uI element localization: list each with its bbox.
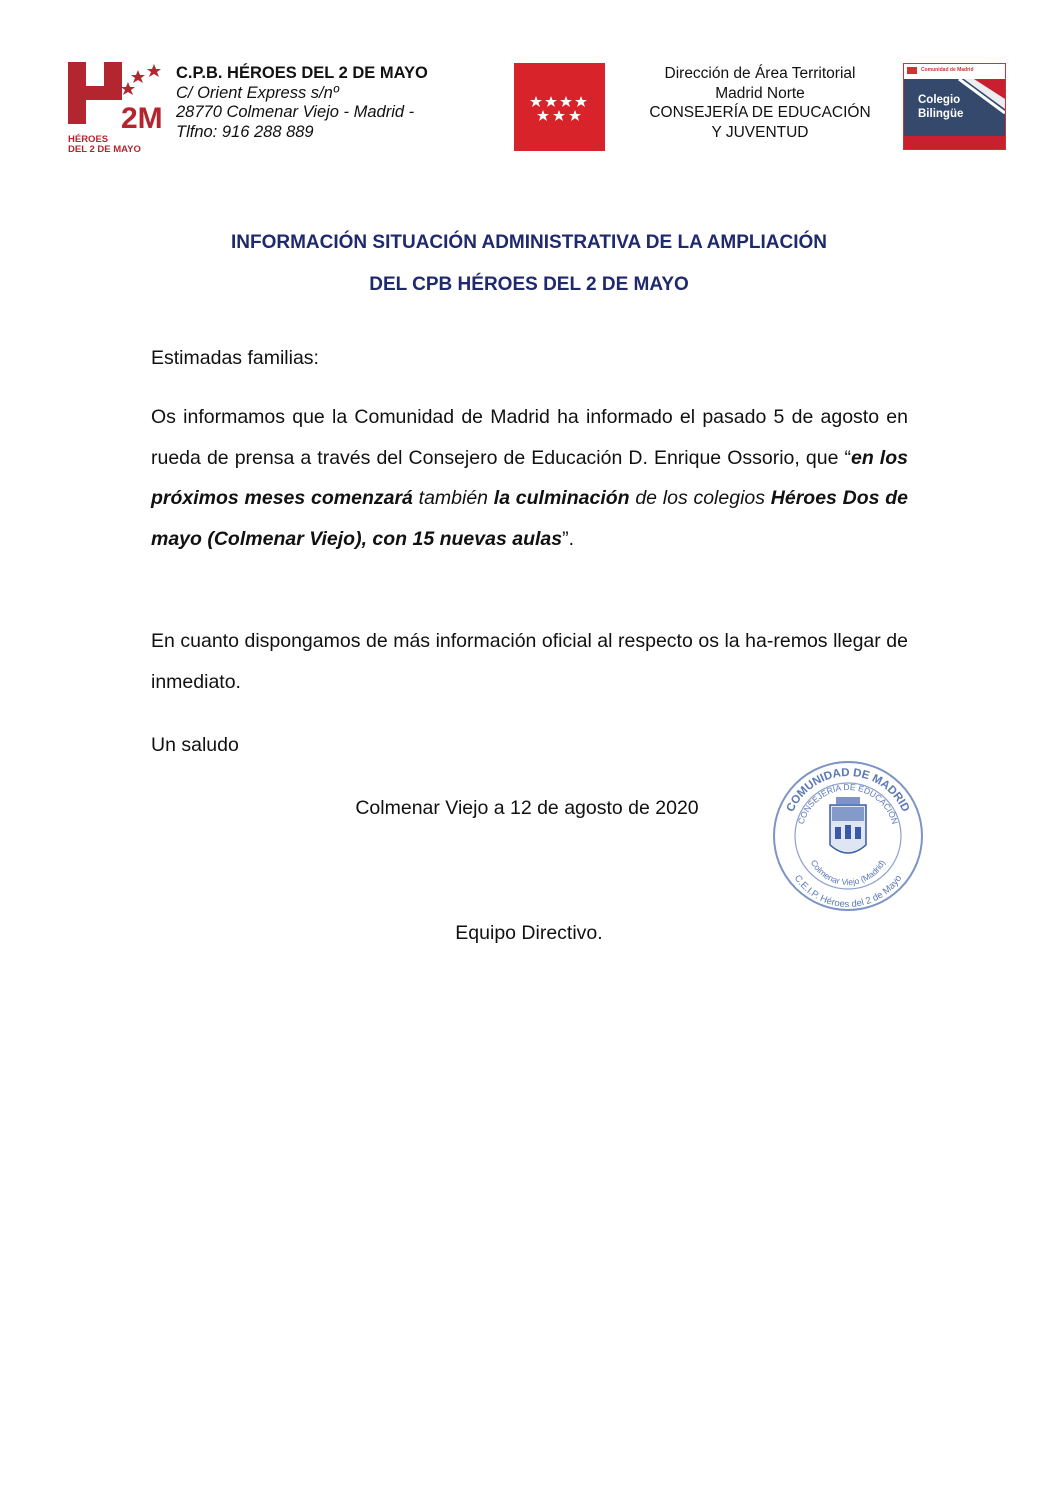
madrid-flag-icon bbox=[514, 63, 605, 151]
document-title-line-2: DEL CPB HÉROES DEL 2 DE MAYO bbox=[369, 274, 689, 295]
school-name: C.P.B. HÉROES DEL 2 DE MAYO bbox=[176, 64, 428, 82]
stamp-inner-bottom: Colmenar Viejo (Madrid) bbox=[808, 857, 888, 888]
closing: Un saludo bbox=[151, 734, 239, 756]
para1-end: ”. bbox=[562, 527, 575, 550]
logo-caption-1: HÉROES bbox=[68, 134, 109, 145]
school-phone: Tlfno: 916 288 889 bbox=[176, 122, 314, 141]
school-address-2: 28770 Colmenar Viejo - Madrid - bbox=[176, 103, 415, 121]
bilingual-school-badge bbox=[903, 63, 1006, 150]
school-logo-graphic bbox=[68, 62, 168, 154]
para1-quote-a: en los próximos meses comenzará bbox=[151, 446, 908, 509]
directorate-line-4: Y JUVENTUD bbox=[711, 123, 809, 141]
school-info bbox=[176, 64, 428, 142]
school-logo bbox=[68, 62, 168, 154]
para1-quote-e: Héroes Dos de mayo (Colmenar Viejo), con 15 nuevas aulas bbox=[151, 487, 908, 550]
badge-title-1: Colegio bbox=[918, 94, 961, 106]
school-address-1: C/ Orient Express s/nº bbox=[176, 83, 339, 102]
official-stamp bbox=[770, 757, 926, 915]
para1-quote-d: de los colegios bbox=[629, 487, 771, 509]
badge-top-text: Comunidad de Madrid bbox=[921, 67, 974, 73]
stamp-outer-bottom: C.E.I.P. Héroes del 2 de Mayo bbox=[791, 873, 905, 911]
madrid-mini-flag-icon bbox=[907, 67, 917, 74]
para1-intro: Os informamos que la Comunidad de Madrid ha informado el pasado 5 de agosto en rueda de prensa a través del Consejero de Educación D. Enrique Ossorio, que “ bbox=[151, 406, 908, 469]
paragraph-follow-up: En cuanto dispongamos de más información oficial al respecto os la ha-remos llegar de inmediato. bbox=[151, 630, 908, 693]
directorate-line-2: Madrid Norte bbox=[715, 84, 805, 102]
coat-of-arms-icon bbox=[830, 797, 866, 853]
greeting: Estimadas familias: bbox=[151, 347, 319, 369]
place-and-date: Colmenar Viejo a 12 de agosto de 2020 bbox=[355, 797, 699, 819]
logo-caption-2: DEL 2 DE MAYO bbox=[68, 144, 141, 154]
para1-quote-c: la culminación bbox=[493, 487, 630, 509]
para1-quote-b: también bbox=[412, 487, 494, 509]
signature: Equipo Directivo. bbox=[455, 922, 603, 944]
document-title-line-1: INFORMACIÓN SITUACIÓN ADMINISTRATIVA DE LA AMPLIACIÓN bbox=[230, 232, 827, 253]
badge-title-2: Bilingüe bbox=[918, 108, 964, 120]
stamp-inner-top: CONSEJERÍA DE EDUCACIÓN bbox=[795, 781, 901, 826]
svg-text:Colmenar Viejo (Madrid) bbox=[809, 858, 887, 887]
directorate-line-3: CONSEJERÍA DE EDUCACIÓN bbox=[649, 104, 871, 121]
directorate-line-1: Dirección de Área Territorial bbox=[664, 65, 856, 82]
paragraph-announcement bbox=[151, 397, 908, 559]
svg-text:2M: 2M bbox=[121, 102, 163, 135]
stamp-outer-top: COMUNIDAD DE MADRID bbox=[784, 766, 912, 814]
directorate-info bbox=[610, 64, 910, 142]
